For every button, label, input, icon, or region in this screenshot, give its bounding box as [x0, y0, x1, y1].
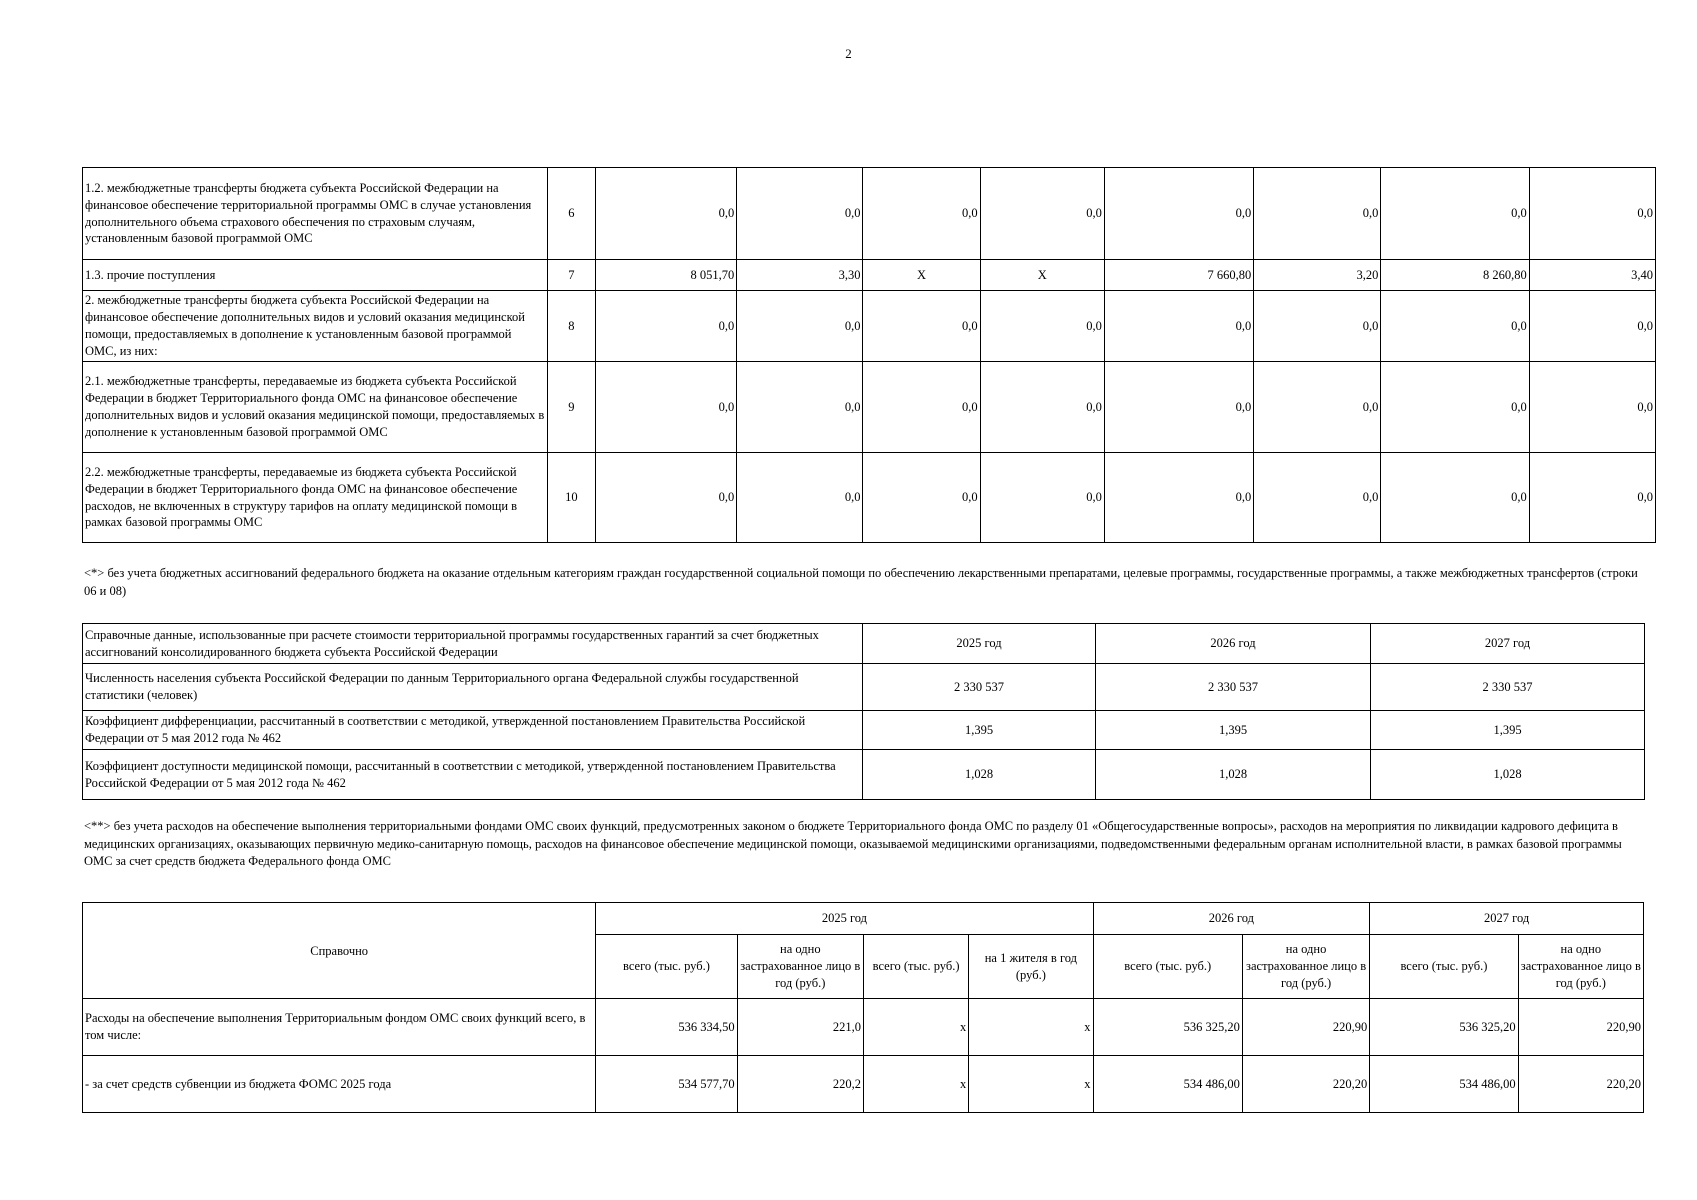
value-cell: 0,0	[980, 291, 1104, 362]
value-cell: 0,0	[1254, 362, 1381, 453]
year-header: 2025 год	[596, 903, 1093, 935]
value-cell: 8 051,70	[595, 260, 736, 291]
funding-table	[82, 167, 1656, 543]
value-cell: 0,0	[1254, 168, 1381, 260]
value-cell: 1,395	[863, 711, 1096, 750]
row-label: 2.1. межбюджетные трансферты, передаваемые из бюджета субъекта Российской Федерации в бюджет Территориального фонда ОМС на финансовое обеспечение дополнительных видов и условий оказания медицинской помощи, предоставляемых в дополнение к установленным базовой программой ОМС	[83, 362, 548, 453]
column-header: на 1 жителя в год (руб.)	[969, 935, 1093, 999]
row-label: - за счет средств субвенции из бюджета ФОМС 2025 года	[83, 1056, 596, 1113]
row-label: Коэффициент доступности медицинской помощи, рассчитанный в соответствии с методикой, утвержденной постановлением Правительства Российской Федерации от 5 мая 2012 года № 462	[83, 750, 863, 800]
value-cell: 2 330 537	[1096, 664, 1371, 711]
header-label: Справочные данные, использованные при расчете стоимости территориальной программы государственных гарантий за счет бюджетных ассигнований консолидированного бюджета субъекта Российской Федерации	[83, 624, 863, 664]
value-cell: 220,20	[1518, 1056, 1643, 1113]
value-cell: 534 577,70	[596, 1056, 737, 1113]
row-label: Расходы на обеспечение выполнения Территориальным фондом ОМС своих функций всего, в том числе:	[83, 999, 596, 1056]
value-cell: 0,0	[863, 453, 980, 543]
table-row	[83, 168, 1656, 260]
value-cell: 0,0	[863, 291, 980, 362]
year-header: 2027 год	[1370, 903, 1644, 935]
value-cell: 2 330 537	[1371, 664, 1645, 711]
value-cell: 2 330 537	[863, 664, 1096, 711]
value-cell: 0,0	[1104, 168, 1253, 260]
year-header: 2025 год	[863, 624, 1096, 664]
value-cell: 1,028	[1371, 750, 1645, 800]
value-cell: 0,0	[1381, 453, 1529, 543]
row-code: 7	[547, 260, 595, 291]
row-code: 10	[547, 453, 595, 543]
value-cell: 0,0	[980, 168, 1104, 260]
value-cell: 0,0	[1529, 453, 1655, 543]
value-cell: 1,395	[1096, 711, 1371, 750]
table-row	[83, 453, 1656, 543]
value-cell: 534 486,00	[1093, 1056, 1242, 1113]
value-cell: 0,0	[980, 362, 1104, 453]
value-cell: 3,30	[737, 260, 863, 291]
table-row	[83, 999, 1644, 1056]
value-cell: 0,0	[737, 362, 863, 453]
value-cell: 536 325,20	[1370, 999, 1518, 1056]
row-label: Численность населения субъекта Российской Федерации по данным Территориального органа Федеральной службы государственной статистики (человек)	[83, 664, 863, 711]
value-cell: 0,0	[1104, 362, 1253, 453]
value-cell: 0,0	[980, 453, 1104, 543]
value-cell: 1,028	[863, 750, 1096, 800]
value-cell: 221,0	[737, 999, 863, 1056]
value-cell: 536 334,50	[596, 999, 737, 1056]
value-cell: 8 260,80	[1381, 260, 1529, 291]
table-header-row	[83, 903, 1644, 935]
value-cell: 0,0	[595, 168, 736, 260]
table-row	[83, 291, 1656, 362]
row-label: 2.2. межбюджетные трансферты, передаваемые из бюджета субъекта Российской Федерации в бюджет Территориального фонда ОМС на финансовое обеспечение расходов, не включенных в структуру тарифов на оплату медицинской помощи в рамках базовой программы ОМС	[83, 453, 548, 543]
value-cell: 0,0	[737, 453, 863, 543]
value-cell: 0,0	[1529, 291, 1655, 362]
value-cell: 220,2	[737, 1056, 863, 1113]
value-cell: 3,20	[1254, 260, 1381, 291]
year-header: 2026 год	[1096, 624, 1371, 664]
table-row	[83, 711, 1645, 750]
value-cell: 0,0	[595, 362, 736, 453]
value-cell: 0,0	[1104, 453, 1253, 543]
table-header-row	[83, 624, 1645, 664]
value-cell: 0,0	[595, 291, 736, 362]
value-cell: 0,0	[737, 168, 863, 260]
reference-label: Справочно	[83, 903, 596, 999]
value-cell: 7 660,80	[1104, 260, 1253, 291]
value-cell: 1,028	[1096, 750, 1371, 800]
value-cell: 534 486,00	[1370, 1056, 1518, 1113]
value-cell: X	[980, 260, 1104, 291]
value-cell: 0,0	[1529, 168, 1655, 260]
value-cell: 220,90	[1242, 999, 1369, 1056]
value-cell: 536 325,20	[1093, 999, 1242, 1056]
value-cell: 1,395	[1371, 711, 1645, 750]
value-cell: 220,90	[1518, 999, 1643, 1056]
value-cell: 0,0	[1254, 453, 1381, 543]
expenses-table	[82, 902, 1644, 1113]
value-cell: 0,0	[1381, 291, 1529, 362]
row-code: 6	[547, 168, 595, 260]
table-row	[83, 750, 1645, 800]
row-label: 2. межбюджетные трансферты бюджета субъекта Российской Федерации на финансовое обеспечение дополнительных видов и условий оказания медицинской помощи, предоставляемых в дополнение к установленным базовой программой ОМС, из них:	[83, 291, 548, 362]
column-header: на одно застрахованное лицо в год (руб.)	[737, 935, 863, 999]
value-cell: 0,0	[1254, 291, 1381, 362]
page-number: 2	[845, 46, 852, 61]
value-cell: 0,0	[863, 168, 980, 260]
column-header: на одно застрахованное лицо в год (руб.)	[1518, 935, 1643, 999]
value-cell: 0,0	[1381, 362, 1529, 453]
column-header: на одно застрахованное лицо в год (руб.)	[1242, 935, 1369, 999]
column-header: всего (тыс. руб.)	[596, 935, 737, 999]
row-label: 1.2. межбюджетные трансферты бюджета субъекта Российской Федерации на финансовое обеспечение территориальной программы ОМС в случае установления дополнительного объема страхового обеспечения по страховым случаям, установленным базовой программой ОМС	[83, 168, 548, 260]
value-cell: 220,20	[1242, 1056, 1369, 1113]
column-header: всего (тыс. руб.)	[1370, 935, 1518, 999]
row-code: 9	[547, 362, 595, 453]
value-cell: 0,0	[595, 453, 736, 543]
row-label: 1.3. прочие поступления	[83, 260, 548, 291]
value-cell: X	[863, 260, 980, 291]
year-header: 2027 год	[1371, 624, 1645, 664]
reference-data-table	[82, 623, 1645, 800]
value-cell: x	[863, 999, 968, 1056]
row-label: Коэффициент дифференциации, рассчитанный в соответствии с методикой, утвержденной постановлением Правительства Российской Федерации от 5 мая 2012 года № 462	[83, 711, 863, 750]
footnote-double-star: <**> без учета расходов на обеспечение выполнения территориальными фондами ОМС своих функций, предусмотренных законом о бюджете Территориального фонда ОМС по разделу 01 «Общегосударственные вопросы», расходов на мероприятия по ликвидации кадрового дефицита в медицинских организациях, оказывающих первичную медико-санитарную помощь, расходов на финансовое обеспечение медицинской помощи, оказываемой медицинскими организациями, подведомственными федеральным органам исполнительной власти, в рамках базовой программы ОМС за счет средств бюджета Федерального фонда ОМС	[84, 819, 1622, 868]
table-row	[83, 260, 1656, 291]
value-cell: 0,0	[1104, 291, 1253, 362]
footnote-single-star: <*> без учета бюджетных ассигнований федерального бюджета на оказание отдельным категориям граждан государственной социальной помощи по обеспечению лекарственными препаратами, целевые программы, государственные программы, а также межбюджетных трансфертов (строки 06 и 08)	[84, 566, 1638, 598]
value-cell: 0,0	[1529, 362, 1655, 453]
column-header: всего (тыс. руб.)	[1093, 935, 1242, 999]
table-row	[83, 362, 1656, 453]
column-header: всего (тыс. руб.)	[863, 935, 968, 999]
table-row	[83, 1056, 1644, 1113]
value-cell: 0,0	[737, 291, 863, 362]
value-cell: x	[969, 999, 1093, 1056]
value-cell: 0,0	[1381, 168, 1529, 260]
row-code: 8	[547, 291, 595, 362]
value-cell: 0,0	[863, 362, 980, 453]
value-cell: 3,40	[1529, 260, 1655, 291]
table-row	[83, 664, 1645, 711]
value-cell: x	[969, 1056, 1093, 1113]
value-cell: x	[863, 1056, 968, 1113]
year-header: 2026 год	[1093, 903, 1370, 935]
